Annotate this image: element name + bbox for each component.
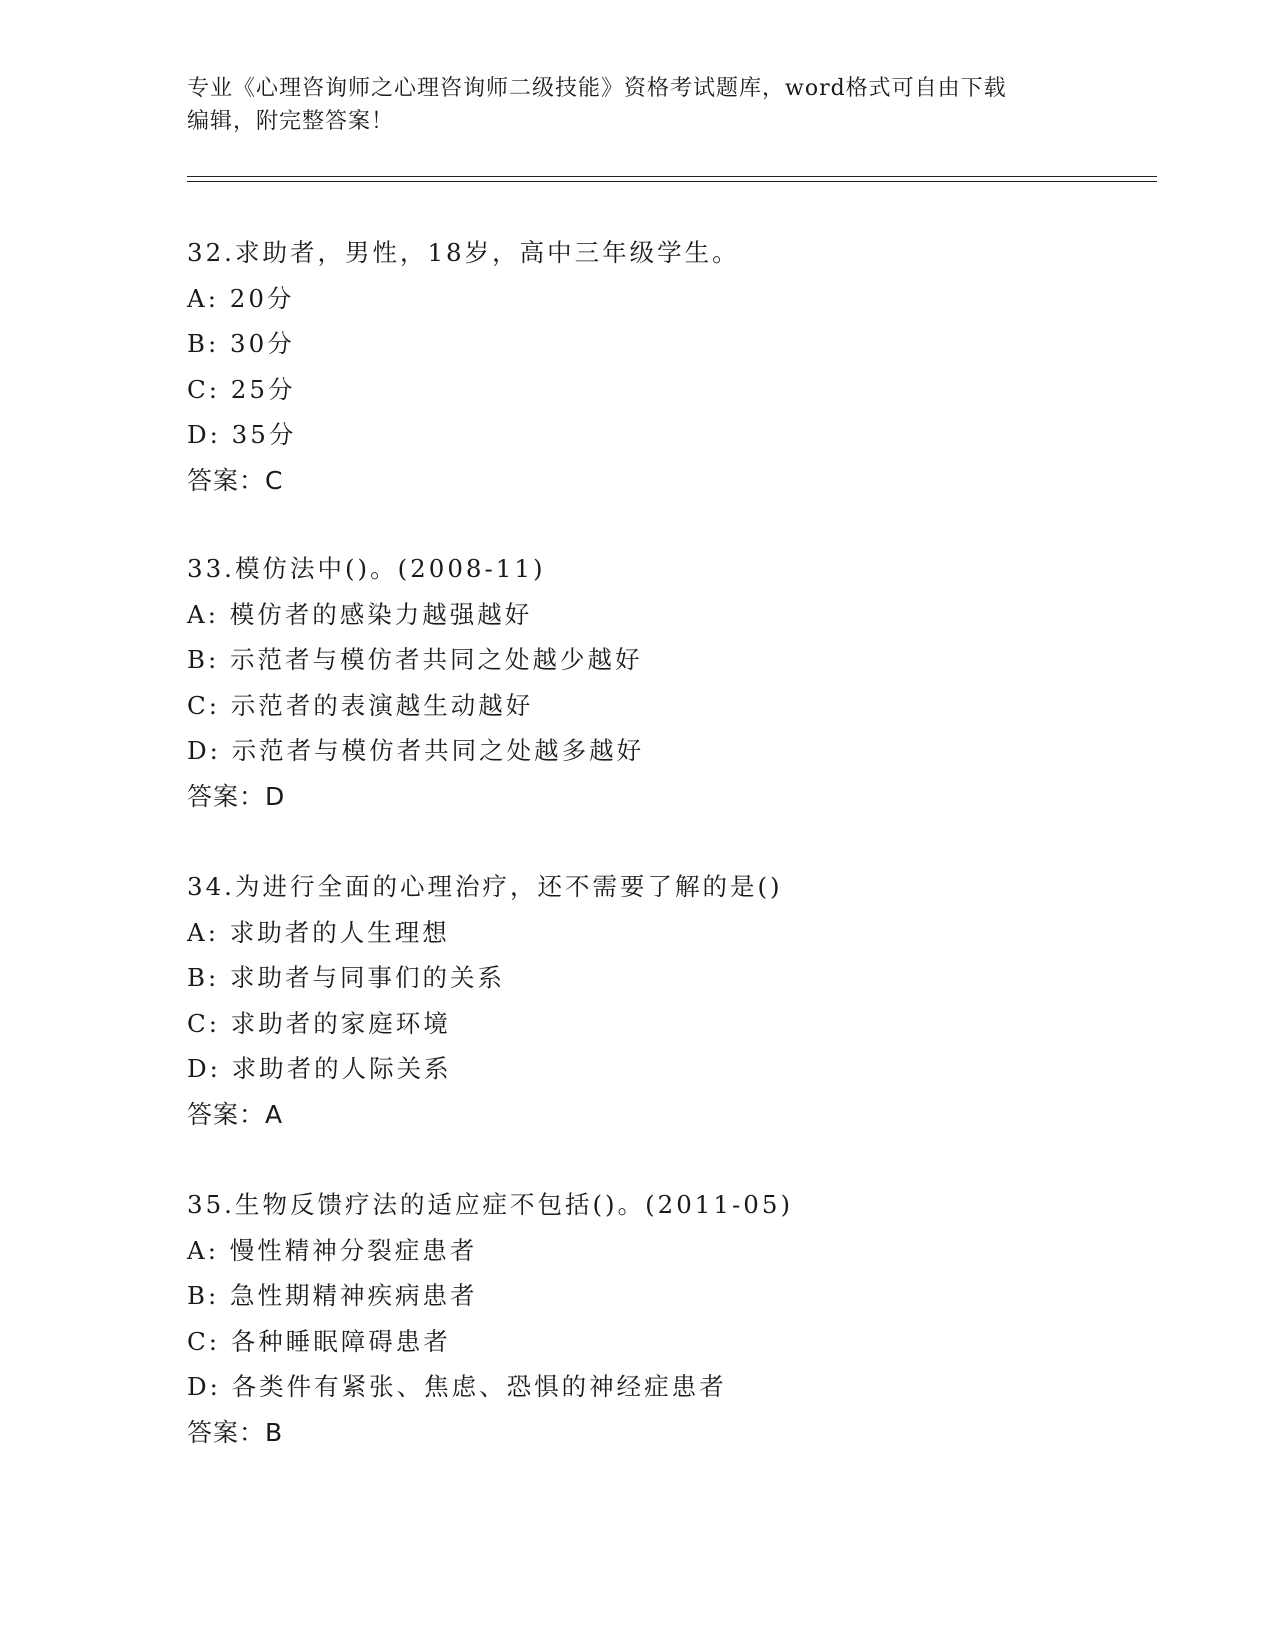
option-b: B: 求助者与同事们的关系 — [187, 963, 506, 992]
option-a: A: 求助者的人生理想 — [187, 917, 450, 947]
answer-label: 答案：A — [187, 1099, 284, 1129]
header-divider-bottom — [187, 181, 1157, 182]
document-header — [187, 72, 1087, 138]
question-35 — [187, 1182, 1187, 1455]
question-stem: 35.生物反馈疗法的适应症不包括()。(2011-05) — [187, 1190, 793, 1219]
option-d: D: 示范者与模仿者共同之处越多越好 — [187, 736, 645, 765]
answer-label: 答案：B — [187, 1417, 284, 1447]
header-line-1: 专业《心理咨询师之心理咨询师二级技能》资格考试题库，word格式可自由下载 — [187, 76, 1007, 101]
option-c: C: 求助者的家庭环境 — [187, 1008, 451, 1038]
header-line-2: 编辑，附完整答案！ — [187, 109, 395, 134]
option-b: B: 30分 — [187, 329, 295, 358]
option-a: A: 模仿者的感染力越强越好 — [187, 599, 533, 629]
question-stem: 32.求助者，男性，18岁，高中三年级学生。 — [187, 238, 740, 267]
question-stem: 33.模仿法中()。(2008-11) — [187, 554, 546, 583]
question-33 — [187, 546, 1187, 819]
option-d: D: 各类件有紧张、焦虑、恐惧的神经症患者 — [187, 1372, 727, 1401]
question-stem: 34.为进行全面的心理治疗，还不需要了解的是() — [187, 872, 783, 901]
question-32 — [187, 230, 1187, 503]
option-d: D: 求助者的人际关系 — [187, 1054, 452, 1083]
option-d: D: 35分 — [187, 420, 297, 449]
answer-label: 答案：C — [187, 465, 284, 495]
header-divider-top — [187, 176, 1157, 177]
option-b: B: 急性期精神疾病患者 — [187, 1281, 478, 1310]
option-a: A: 20分 — [187, 283, 295, 313]
question-34 — [187, 864, 1187, 1137]
answer-label: 答案：D — [187, 781, 286, 811]
option-b: B: 示范者与模仿者共同之处越少越好 — [187, 645, 643, 674]
option-c: C: 25分 — [187, 374, 296, 404]
option-c: C: 示范者的表演越生动越好 — [187, 690, 534, 720]
option-a: A: 慢性精神分裂症患者 — [187, 1235, 478, 1265]
option-c: C: 各种睡眠障碍患者 — [187, 1326, 451, 1356]
